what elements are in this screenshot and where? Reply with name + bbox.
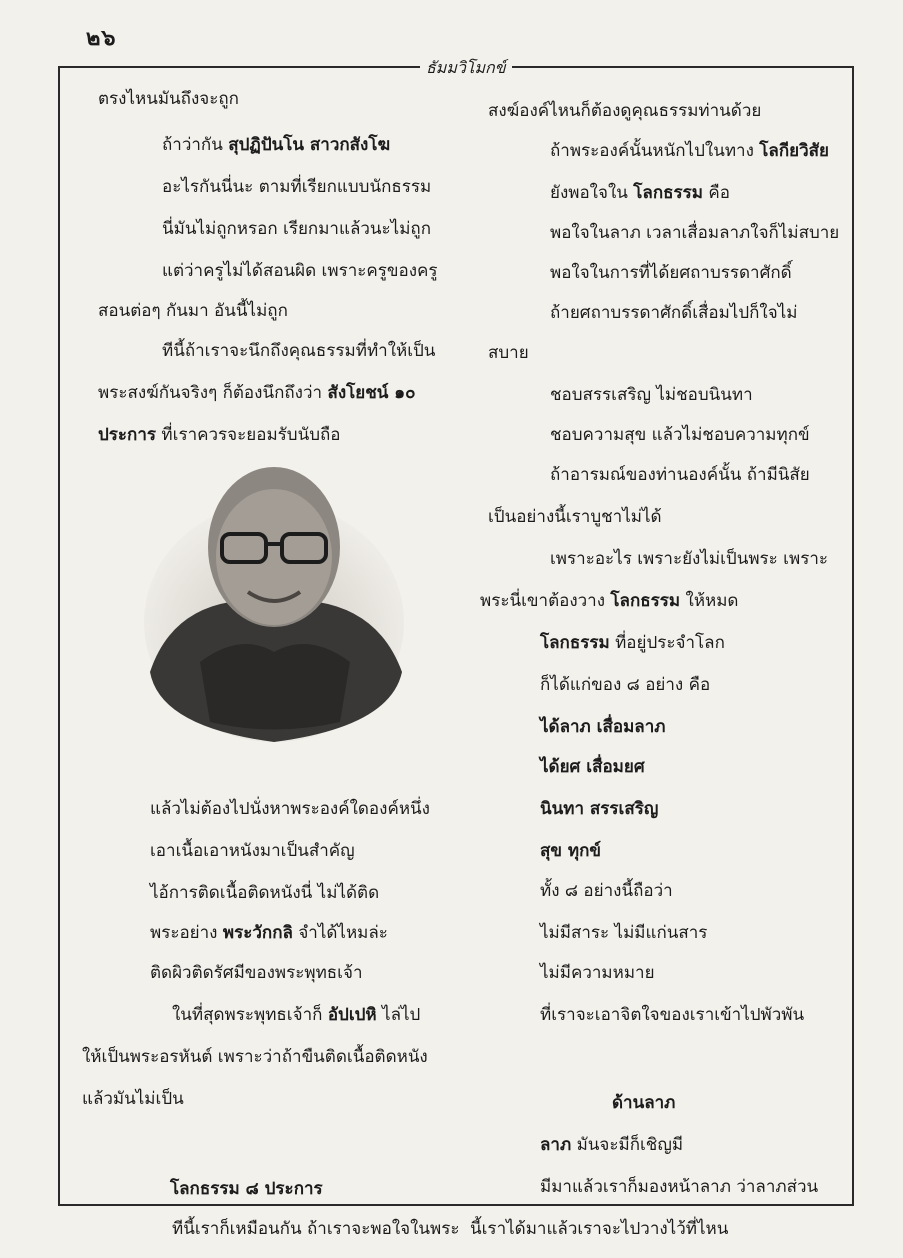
- line-text: ชอบความสุข แล้วไม่ชอบความทุกข์: [550, 425, 810, 445]
- text-line: [172, 1218, 459, 1240]
- text-line: [612, 1092, 675, 1114]
- line-text: ที่เราควรจะยอมรับนับถือ: [156, 425, 341, 445]
- line-text: แต่ว่าครูไม่ได้สอนผิด เพราะครูของครู: [162, 261, 438, 281]
- line-text: พอใจในลาภ เวลาเสื่อมลาภใจก็ไม่สบาย: [550, 223, 840, 243]
- text-line: [550, 548, 828, 570]
- text-line: [550, 140, 829, 162]
- bold-term: สุปฏิปันโน สาวกสังโฆ: [228, 135, 391, 155]
- line-text: พระสงฆ์กันจริงๆ ก็ต้องนึกถึงว่า: [98, 383, 328, 403]
- bold-term: โลกียวิสัย: [759, 141, 829, 161]
- text-line: [172, 1004, 420, 1026]
- line-text: นี้เราได้มาแล้วเราจะไปวางไว้ที่ไหน: [470, 1219, 729, 1239]
- text-line: [98, 382, 415, 404]
- text-line: [98, 88, 239, 110]
- line-text: ถ้าอารมณ์ของท่านองค์นั้น ถ้ามีนิสัย: [550, 465, 810, 485]
- bold-term: โลกธรรม: [610, 591, 681, 611]
- text-line: [540, 962, 655, 984]
- line-text: ทีนี้ถ้าเราจะนึกถึงคุณธรรมที่ทำให้เป็น: [162, 341, 436, 361]
- text-line: [540, 798, 658, 820]
- line-text: ชอบสรรเสริญ ไม่ชอบนินทา: [550, 385, 753, 405]
- line-text: ที่เราจะเอาจิตใจของเราเข้าไปพัวพัน: [540, 1005, 805, 1025]
- text-line: [98, 424, 340, 446]
- text-line: [488, 506, 662, 528]
- line-text: ก็ได้แก่ของ ๘ อย่าง คือ: [540, 675, 711, 695]
- text-line: [550, 384, 753, 406]
- bold-term: ได้ลาภ เสื่อมลาภ: [540, 717, 666, 737]
- text-line: [550, 222, 839, 244]
- bold-term: พระวักกลิ: [222, 923, 293, 943]
- page-number: ๒๖: [86, 26, 117, 51]
- bold-term: อัปเปหิ: [327, 1005, 377, 1025]
- line-text: พอใจในการที่ได้ยศถาบรรดาศักดิ์: [550, 263, 792, 283]
- line-text: ให้หมด: [680, 591, 739, 611]
- text-line: [150, 882, 379, 904]
- line-text: ถ้ายศถาบรรดาศักดิ์เสื่อมไปก็ใจไม่: [550, 303, 798, 323]
- text-line: [162, 218, 431, 240]
- line-text: พระอย่าง: [150, 923, 223, 943]
- text-line: [540, 840, 601, 862]
- text-line: [550, 464, 810, 486]
- bold-term: ลาภ: [540, 1135, 572, 1155]
- line-text: อะไรกันนี่นะ ตามที่เรียกแบบนักธรรม: [162, 177, 432, 197]
- text-line: [540, 716, 665, 738]
- line-text: ไอ้การติดเนื้อติดหนังนี่ ไม่ได้ติด: [150, 883, 380, 903]
- text-line: [162, 340, 435, 362]
- text-line: [150, 840, 355, 862]
- line-text: ตรงไหนมันถึงจะถูก: [98, 89, 239, 109]
- text-line: [82, 1046, 428, 1068]
- text-line: [98, 300, 288, 322]
- line-text: ติดผิวติดรัศมีของพระพุทธเจ้า: [150, 963, 363, 983]
- text-line: [150, 962, 363, 984]
- line-text: เอาเนื้อเอาหนังมาเป็นสำคัญ: [150, 841, 355, 861]
- text-line: [488, 100, 761, 122]
- line-text: คือ: [702, 183, 730, 203]
- bold-term: ประการ: [98, 425, 157, 445]
- line-text: สบาย: [488, 343, 529, 363]
- line-text: แล้วไม่ต้องไปนั่งหาพระองค์ใดองค์หนึ่ง: [150, 799, 430, 819]
- text-line: [540, 1134, 683, 1156]
- line-text: เป็นอย่างนี้เราบูชาไม่ได้: [488, 507, 662, 527]
- line-text: ให้เป็นพระอรหันต์ เพราะว่าถ้าขืนติดเนื้อติดหนัง: [82, 1047, 428, 1067]
- line-text: ที่อยู่ประจำโลก: [609, 633, 725, 653]
- text-line: [162, 134, 390, 156]
- line-text: ถ้าพระองค์นั้นหนักไปในทาง: [550, 141, 760, 161]
- text-line: [550, 262, 792, 284]
- text-line: [488, 342, 529, 364]
- bold-term: โลกธรรม: [633, 183, 703, 203]
- text-line: [162, 176, 431, 198]
- text-line: [540, 880, 673, 902]
- text-line: [150, 922, 388, 944]
- line-text: ยังพอใจใน: [550, 183, 634, 203]
- line-text: ในที่สุดพระพุทธเจ้าก็: [172, 1005, 328, 1025]
- line-text: เพราะอะไร เพราะยังไม่เป็นพระ เพราะ: [550, 549, 829, 569]
- bold-term: สุข ทุกข์: [540, 841, 602, 861]
- text-line: [540, 674, 710, 696]
- text-line: [540, 922, 707, 944]
- text-line: [170, 1178, 323, 1200]
- line-text: ไม่มีสาระ ไม่มีแก่นสาร: [540, 923, 708, 943]
- bold-term: โลกธรรม ๘ ประการ: [170, 1179, 323, 1199]
- text-line: [550, 182, 730, 204]
- line-text: สงฆ์องค์ไหนก็ต้องดูคุณธรรมท่านด้วย: [488, 101, 762, 121]
- line-text: สอนต่อๆ กันมา อันนี้ไม่ถูก: [98, 301, 288, 321]
- bold-term: โลกธรรม: [540, 633, 610, 653]
- line-text: มันจะมีก็เชิญมี: [571, 1135, 684, 1155]
- monk-portrait-photo: [140, 452, 408, 752]
- line-text: ทั้ง ๘ อย่างนี้ถือว่า: [540, 881, 673, 901]
- bold-term: ด้านลาภ: [612, 1093, 676, 1113]
- line-text: ไม่มีความหมาย: [540, 963, 655, 983]
- line-text: ไล่ไป: [376, 1005, 421, 1025]
- line-text: มีมาแล้วเราก็มองหน้าลาภ ว่าลาภส่วน: [540, 1177, 819, 1197]
- running-header: ธัมมวิโมกข์: [420, 56, 512, 81]
- text-line: [150, 798, 430, 820]
- bold-term: นินทา สรรเสริญ: [540, 799, 659, 819]
- text-line: [162, 260, 438, 282]
- text-line: [550, 424, 810, 446]
- text-line: [540, 756, 645, 778]
- text-line: [540, 1004, 804, 1026]
- line-text: พระนี่เขาต้องวาง: [480, 591, 611, 611]
- line-text: นี่มันไม่ถูกหรอก เรียกมาแล้วนะไม่ถูก: [162, 219, 431, 239]
- line-text: ทีนี้เราก็เหมือนกัน ถ้าเราจะพอใจในพระ: [172, 1219, 460, 1239]
- line-text: แล้วมันไม่เป็น: [82, 1089, 184, 1109]
- bold-term: สังโยชน์ ๑๐: [327, 383, 416, 403]
- text-line: [540, 632, 725, 654]
- bold-term: ได้ยศ เสื่อมยศ: [540, 757, 645, 777]
- text-line: [82, 1088, 184, 1110]
- text-line: [540, 1176, 818, 1198]
- text-line: [470, 1218, 728, 1240]
- line-text: จำได้ไหมล่ะ: [292, 923, 388, 943]
- line-text: ถ้าว่ากัน: [162, 135, 229, 155]
- text-line: [550, 302, 797, 324]
- text-line: [480, 590, 738, 612]
